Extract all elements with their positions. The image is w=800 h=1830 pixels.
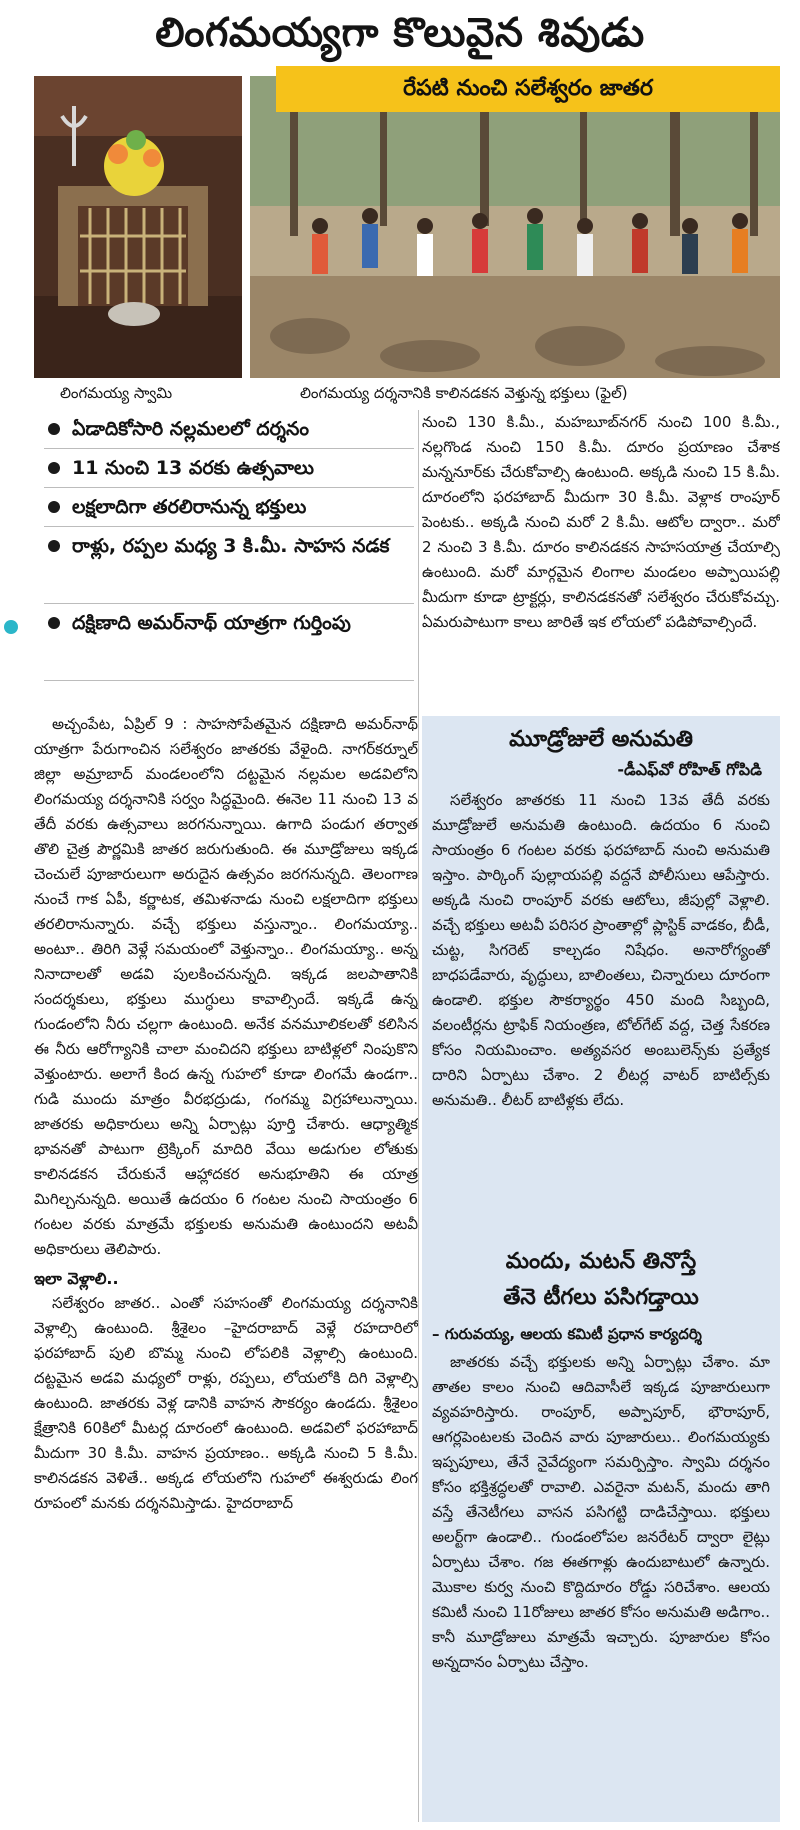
box1-title: మూడ్రోజులే అనుమతి <box>509 727 693 752</box>
sidebar-box <box>422 716 780 1822</box>
box2-title-line2: తేనె టీగలు పసిగడ్తాయి <box>503 1285 699 1310</box>
article-paragraph: జాతరకు వచ్చే భక్తులకు అన్ని ఏర్పాట్లు చేశాం. మా తాతల కాలం నుంచి ఆదివాసీలే ఇక్కడ పూజారులుగా వ్యవహరిస్తారు. రాంపూర్, అప్పాపూర్, భౌరాపూర్, ఆగర్లపెంటలకు చెందిన వారు పూజారులు.. లింగమయ్యకు ఇప్పపూలు, తేనే నైవేద్యంగా సమర్పిస్తాం. స్వామి దర్శనం కోసం భక్తిశ్రద్ధలతో రావాలి. ఎవరైనా మటన్, మందు తాగి వస్తే తేనెటీగలు వాసన పసిగట్టి దాడిచేస్తాయి. భక్తులు అలర్ట్‌గా ఉండాలి.. గుండంలోపల జనరేటర్ ద్వారా లైట్లు ఏర్పాటు చేశాం. గజ ఈతగాళ్లు ఉందుబాటులో ఉన్నారు. మొకాల కుర్వ నుంచి కొద్దిదూరం రోడ్డు సరిచేశాం. ఆలయ కమిటీ నుంచి 11రోజులు జాతర కోసం అనుమతి అడిగాం.. కానీ మూడ్రోజులు మాత్రమే ఇచ్చారు. పూజారుల కోసం అన్నదానం ఏర్పాటు చేస్తాం. <box>432 1353 770 1671</box>
pilgrims-photo-caption: లింగమయ్య దర్శనానికి కాలినడకన వెళ్తున్న భక్తులు (ఫైల్) <box>300 384 628 402</box>
subheadline-banner: రేపటి నుంచి సలేశ్వరం జాతర <box>276 66 780 112</box>
box2-byline: – గురువయ్య, ఆలయ కమిటీ ప్రధాన కార్యదర్శి <box>432 1325 702 1343</box>
highlight-item: లక్షలాదిగా తరలిరానున్న భక్తులు <box>44 488 414 527</box>
main-article <box>34 712 418 1822</box>
article-paragraph: నుంచి 130 కి.మీ., మహబూబ్‌నగర్ నుంచి 100 కి.మీ., నల్లగొండ నుంచి 150 కి.మీ. దూరం ప్రయాణం చేశాక మన్ననూర్‌కు చేరుకోవాల్సి ఉంటుంది. అక్కడి నుంచి 15 కి.మీ. దూరంలోని ఫరహాబాద్ మీదుగా 30 కి.మీ. వెళ్లాక రాంపూర్ పెంటకు.. అక్కడి నుంచి మరో 2 కి.మీ. ఆటోల ద్వారా.. మరో 2 నుంచి 3 కి.మీ. దూరం కాలినడకన సాహసయాత్ర చేయాల్సి ఉంటుంది. మరో మార్గమైన లింగాల మండలం అప్పాయిపల్లి మీదుగా కూడా ట్రాక్టర్లు, కాలినడకనతో సలేశ్వరం చేరుకోవచ్చు. ఏమరుపాటుగా కాలు జారితే ఇక లోయలో పడిపోవాల్సిందే. <box>422 413 780 631</box>
pilgrims-photo <box>250 76 780 378</box>
bullet-icon <box>48 462 60 474</box>
bullet-icon <box>48 540 60 552</box>
bullet-icon <box>48 501 60 513</box>
highlight-item: ఏడాదికోసారి నల్లమలలో దర్శనం <box>44 410 414 449</box>
highlight-item: రాళ్లు, రప్పల మధ్య 3 కి.మీ. సాహస నడక <box>44 527 414 604</box>
temple-photo <box>34 76 242 378</box>
highlights-list <box>44 410 414 681</box>
bullet-icon <box>48 423 60 435</box>
column-divider <box>418 410 419 1822</box>
article-paragraph: సలేశ్వరం జాతర.. ఎంతో సహసంతో లింగమయ్య దర్శనానికి వెళ్లాల్సి ఉంటుంది. శ్రీశైలం –హైదరాబాద్ వెళ్లే రహదారిలో ఫరహాబాద్ పులి బొమ్మ నుంచి లోపలికి వెళ్లాల్సి ఉంటుంది. దట్టమైన అడవి మధ్యలో రాళ్లు, రప్పలు, లోయలోకి దిగి వెళ్లాల్సి ఉంటుంది. జాతరకు వెళ్ల డానికి వాహన సౌకర్యం ఉండదు. శ్రీశైలం క్షేత్రానికి 60కిలో మీటర్ల దూరంలో ఉంటుంది. అడవిలో ఫరహాబాద్ మీదుగా 30 కి.మీ. వాహన ప్రయాణం.. అక్కడి నుంచి 5 కి.మీ. కాలినడకన వెళితే.. అక్కడ లోయలోని గుహలో ఈశ్వరుడు లింగ రూపంలో మనకు దర్శనమిస్తాడు. హైదరాబాద్ <box>34 1294 418 1512</box>
section-heading: ఇలా వెళ్లాలి.. <box>34 1269 119 1288</box>
highlight-item: 11 నుంచి 13 వరకు ఉత్సవాలు <box>44 449 414 488</box>
article-paragraph: సలేశ్వరం జాతరకు 11 నుంచి 13వ తేదీ వరకు మూడ్రోజులే అనుమతి ఉంటుంది. ఉదయం 6 నుంచి సాయంత్రం 6 గంటల వరకు ఫరహాబాద్ నుంచి అనుమతి ఇస్తాం. పార్కింగ్ పుల్లాయపల్లి వద్దనే పోలీసులు ఆపేస్తారు. అక్కడి నుంచి రాంపూర్ వరకు ఆటోలు, జీపుల్లో వెళ్లాలి. వచ్చే భక్తులు అటవీ పరిసర ప్రాంతాల్లో ప్లాస్టిక్ వాడకం, బీడీ, చుట్ట, సిగరెట్ కాల్చడం నిషేధం. అనారోగ్యంతో బాధపడేవారు, వృద్ధులు, బాలింతలు, చిన్నారులు దూరంగా ఉండాలి. భక్తుల సౌకర్యార్థం 450 మంది సిబ్బంది, వలంటీర్లను ట్రాఫిక్ నియంత్రణ, టోల్‌గేట్ వద్ద, చెత్త సేకరణ కోసం నియమించాం. అత్యవసర అంబులెన్స్‌కు ప్రత్యేక దారిని ఏర్పాటు చేశాం. 2 లీటర్ల వాటర్ బాటిల్స్‌కు అనుమతి.. లీటర్ బాటిళ్లకు లేదు. <box>432 791 770 1109</box>
box1-byline: -డీఎఫ్‌వో రోహిత్ గోపిడి <box>617 760 762 779</box>
box2-text <box>432 1350 770 1816</box>
margin-marker-icon <box>4 620 18 634</box>
bullet-icon <box>48 617 60 629</box>
headline: లింగమయ్యగా కొలువైన శివుడు <box>155 10 645 56</box>
box1-text <box>432 788 770 1236</box>
box2-title-line1: మందు, మటన్ తినొస్తే <box>505 1249 697 1274</box>
temple-photo-caption: లింగమయ్య స్వామి <box>60 384 173 402</box>
article-paragraph: అచ్చంపేట, ఏప్రిల్ 9 : సాహసోపేతమైన దక్షిణాది అమర్‌నాథ్ యాత్రగా పేరుగాంచిన సలేశ్వరం జాతరకు వేళైంది. నాగర్‌కర్నూల్ జిల్లా అమ్రాబాద్ మండలంలోని దట్టమైన నల్లమల అడవిలోని లింగమయ్య దర్శనానికి సర్వం సిద్ధమైంది. ఈనెల 11 నుంచి 13 వ తేదీ వరకు ఉత్సవాలు జరగనున్నాయి. ఉగాది పండుగ తర్వాత తొలి చైత్ర పౌర్ణమికి జాతర జరుగుతుంది. ఈ మూడ్రోజులు ఇక్కడ చెంచులే పూజారులుగా అరుదైన ఉత్సవం జరగనున్నది. తెలంగాణ నుంచే గాక ఏపీ, కర్ణాటక, తమిళనాడు నుంచి లక్షలాదిగా భక్తులు తరలిరానున్నారు. వచ్చే భక్తులు వస్తున్నాం.. లింగమయ్యా.. అంటూ.. తిరిగి వెళ్లే సమయంలో వెళ్తున్నాం.. లింగమయ్యా.. అన్న నినాదాలతో అడవి పులకించనున్నది. ఇక్కడ జలపాతానికి సందర్శకులు, భక్తులు ముగ్ధులు కావాల్సిందే. ఇక్కడే ఉన్న గుండంలోని నీరు చల్లగా ఉంటుంది. అనేక వనమూలికలతో కలిసిన ఈ నీరు ఆరోగ్యానికి చాలా మంచిదని భక్తులు బాటిళ్లలో నింపుకొని వెళ్తుంటారు. అలాగే కింద ఉన్న గుహలో కూడా లింగమే ఉండగా.. గుడి ముందు మాత్రం వీరభద్రుడు, గంగమ్మ విగ్రహాలున్నాయి. జాతరకు అధికారులు అన్ని ఏర్పాట్లు పూర్తి చేశారు. ఆధ్యాత్మిక భావనతో పాటుగా ట్రెక్కింగ్ మాదిరి వేయి అడుగుల లోతుకు కాలినడకన చేరుకునే ఆహ్లాదకర అనుభూతిని ఈ యాత్ర మిగిల్చనున్నది. అయితే ఉదయం 6 గంటల నుంచి సాయంత్రం 6 గంటల వరకు మాత్రమే భక్తులకు అనుమతి ఉంటుందని అటవీ అధికారులు తెలిపారు. <box>34 715 418 1258</box>
highlight-item: దక్షిణాది అమర్‌నాథ్ యాత్రగా గుర్తింపు <box>44 604 414 681</box>
how-to-go-continued <box>422 410 780 702</box>
